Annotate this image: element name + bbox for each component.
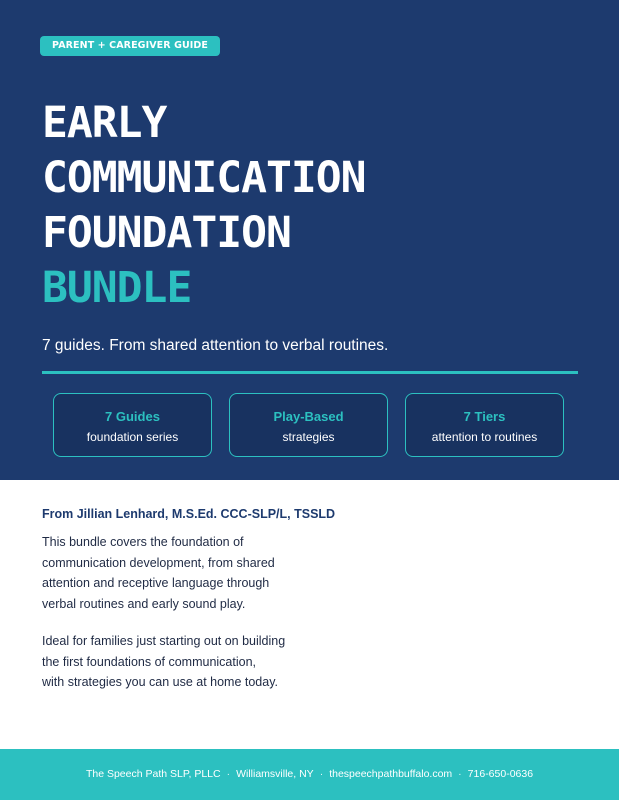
stat-card-play-based xyxy=(229,393,388,457)
stat-value: 7 Guides xyxy=(105,409,160,424)
intro-paragraph xyxy=(42,532,275,614)
stat-card-tiers xyxy=(405,393,564,457)
footer-business: The Speech Path SLP, PLLC xyxy=(85,768,221,780)
paragraph-line: Ideal for families just starting out on building xyxy=(42,634,286,648)
title-accent: BUNDLE xyxy=(42,263,192,313)
stat-caption: foundation series xyxy=(86,430,179,444)
stat-card-guides xyxy=(53,393,212,457)
footer-bar xyxy=(0,749,619,800)
stat-value: Play-Based xyxy=(273,409,344,424)
footer-location: Williamsville, NY xyxy=(236,768,314,780)
footer-separator: · xyxy=(458,768,462,780)
paragraph-line: This bundle covers the foundation of xyxy=(42,535,244,549)
paragraph-line: attention and receptive language through xyxy=(42,576,270,590)
author-heading: From Jillian Lenhard, M.S.Ed. CCC-SLP/L, TSSLD xyxy=(42,507,336,521)
stat-caption: strategies xyxy=(282,430,335,444)
divider xyxy=(42,371,578,374)
audience-paragraph xyxy=(42,631,285,693)
title-line: COMMUNICATION xyxy=(42,153,366,203)
subtitle: 7 guides. From shared attention to verbal routines. xyxy=(42,337,389,354)
paragraph-line: communication development, from shared xyxy=(42,555,275,570)
footer-phone: 716-650-0636 xyxy=(467,768,534,780)
guide-badge: PARENT + CAREGIVER GUIDE xyxy=(40,36,220,56)
paragraph-line: with strategies you can use at home today. xyxy=(42,675,279,689)
stat-caption: attention to routines xyxy=(431,430,538,444)
footer-separator: · xyxy=(226,768,231,780)
page-title xyxy=(42,96,366,316)
stat-value: 7 Tiers xyxy=(463,409,506,424)
footer-separator: · xyxy=(319,768,324,780)
paragraph-line: verbal routines and early sound play. xyxy=(42,596,246,611)
title-line: EARLY xyxy=(42,98,167,148)
footer-website: thespeechpathbuffalo.com xyxy=(329,768,453,780)
paragraph-line: the first foundations of communication, xyxy=(42,654,257,669)
title-line: FOUNDATION xyxy=(42,208,291,258)
